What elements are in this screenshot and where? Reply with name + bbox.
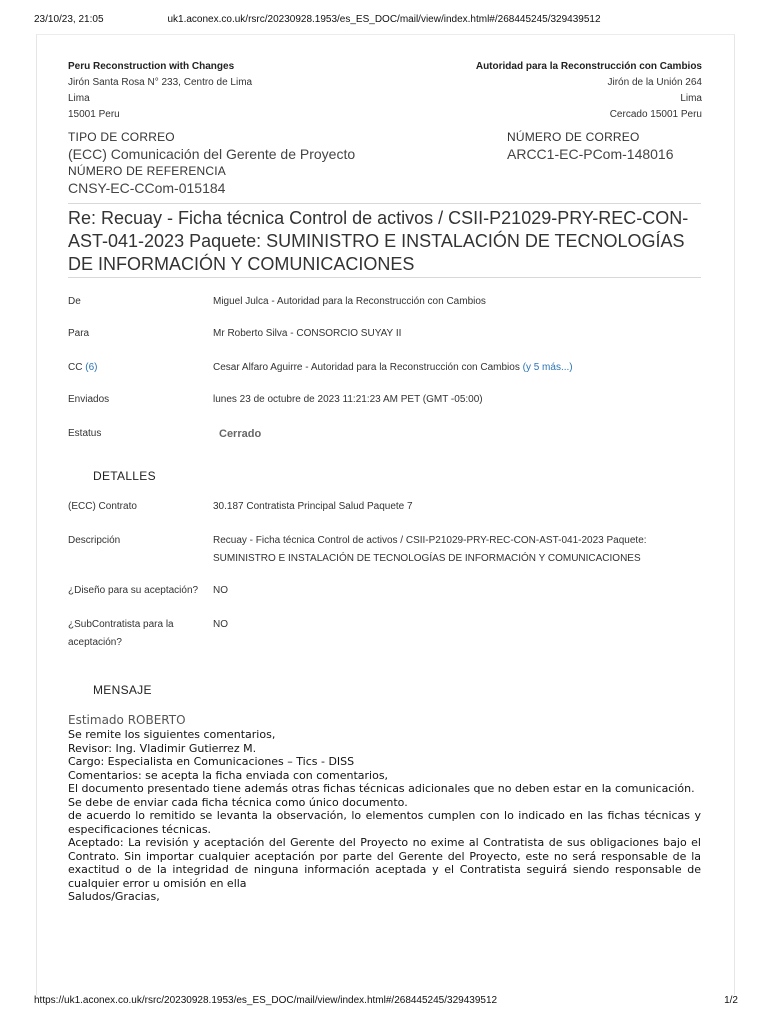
print-footer bbox=[0, 995, 768, 1009]
to-value: Mr Roberto Silva - CONSORCIO SUYAY II bbox=[213, 328, 402, 339]
sender-address-line: Jirón Santa Rosa N° 233, Centro de Lima bbox=[68, 77, 253, 88]
divider bbox=[68, 203, 701, 204]
from-label: De bbox=[68, 296, 81, 307]
mail-type-label: TIPO DE CORREO bbox=[68, 130, 175, 144]
subcontractor-label-line: ¿SubContratista para la bbox=[68, 619, 174, 630]
subcontractor-label-line: aceptación? bbox=[68, 637, 122, 648]
reference-label: NÚMERO DE REFERENCIA bbox=[68, 164, 227, 178]
sender-org: Peru Reconstruction with Changes bbox=[68, 61, 235, 72]
footer-url: https://uk1.aconex.co.uk/rsrc/20230928.1953/es_ES_DOC/mail/view/index.html#/268445245/329439512 bbox=[34, 995, 498, 1006]
message-title: MENSAJE bbox=[93, 683, 152, 697]
message-paragraph: de acuerdo lo remitido se levanta la observación, lo elementos cumplen con lo indicado en las fichas técnicas y especificaciones técnicas. bbox=[68, 809, 701, 836]
sender-address-line: 15001 Peru bbox=[68, 109, 120, 120]
description-line: Recuay - Ficha técnica Control de activos / CSII-P21029-PRY-REC-CON-AST-041-2023 Paquete: bbox=[213, 535, 647, 546]
description-value bbox=[213, 532, 673, 568]
description-line: SUMINISTRO E INSTALACIÓN DE TECNOLOGÍAS DE INFORMACIÓN Y COMUNICACIONES bbox=[213, 553, 641, 564]
message-body bbox=[68, 728, 701, 904]
recipient-org: Autoridad para la Reconstrucción con Cambios bbox=[475, 61, 702, 72]
contract-label: (ECC) Contrato bbox=[68, 501, 137, 512]
subcontractor-value: NO bbox=[213, 619, 228, 630]
status-label: Estatus bbox=[68, 428, 102, 439]
print-header bbox=[0, 14, 768, 28]
contract-value: 30.187 Contratista Principal Salud Paquete 7 bbox=[213, 501, 413, 512]
mail-number-label: NÚMERO DE CORREO bbox=[507, 130, 640, 144]
cc-count-link[interactable]: (6) bbox=[85, 362, 98, 373]
message-greeting: Estimado ROBERTO bbox=[68, 713, 186, 727]
sent-label: Enviados bbox=[68, 394, 110, 405]
message-paragraph: Se remite los siguientes comentarios, bbox=[68, 728, 276, 741]
mail-subject: Re: Recuay - Ficha técnica Control de activos / CSII-P21029-PRY-REC-CON-AST-041-2023 Paquete: SUMINISTRO E INSTALACIÓN DE TECNOLOGÍAS DE INFORMACIÓN Y COMUNICACIONES bbox=[68, 208, 689, 274]
description-label: Descripción bbox=[68, 535, 121, 546]
recipient-address bbox=[476, 59, 702, 123]
mail-meta bbox=[68, 129, 708, 197]
page-number: 1/2 bbox=[724, 995, 738, 1006]
recipient-address-line: Jirón de la Unión 264 bbox=[607, 77, 702, 88]
message-paragraph: El documento presentado tiene además otras fichas técnicas adicionales que no deben estar en la comunicación. bbox=[68, 782, 695, 795]
message-paragraph: Comentarios: se acepta la ficha enviada con comentarios, bbox=[68, 768, 389, 782]
sender-address-line: Lima bbox=[68, 93, 90, 104]
recipient-address-line: Lima bbox=[680, 93, 702, 104]
subcontractor-label bbox=[68, 616, 174, 652]
message-paragraph: Cargo: Especialista en Comunicaciones – Tics - DISS bbox=[68, 755, 355, 768]
mail-number-value: ARCC1-EC-PCom-148016 bbox=[507, 146, 674, 162]
status-badge: Cerrado bbox=[219, 428, 262, 440]
message-paragraph: Revisor: Ing. Vladimir Gutierrez M. bbox=[68, 741, 257, 755]
reference-value: CNSY-EC-CCom-015184 bbox=[68, 180, 226, 196]
cc-label: CC bbox=[68, 362, 83, 373]
sender-address bbox=[68, 59, 252, 123]
recipient-address-line: Cercado 15001 Peru bbox=[609, 109, 702, 120]
to-label: Para bbox=[68, 328, 90, 339]
message-paragraph: Se debe de enviar cada ficha técnica como único documento. bbox=[68, 795, 408, 809]
divider bbox=[68, 277, 701, 278]
message-paragraph: Aceptado: La revisión y aceptación del Gerente del Proyecto no exime al Contratista de sus obligaciones bajo el Contrato. Sin importar cualquier aceptación por parte del Gerente del Proyecto, este no será responsable de la exactitud o de la integridad de ninguna información aceptada y el Contratista seguirá siendo responsable de cualquier error u omisión en ella bbox=[68, 836, 701, 890]
print-datetime: 23/10/23, 21:05 bbox=[34, 14, 104, 25]
from-value: Miguel Julca - Autoridad para la Reconstrucción con Cambios bbox=[213, 296, 486, 307]
details-title: DETALLES bbox=[93, 469, 156, 483]
design-value: NO bbox=[213, 585, 228, 596]
cc-more-link[interactable]: (y 5 más...) bbox=[522, 362, 573, 373]
cc-value-group bbox=[213, 359, 673, 377]
print-url: uk1.aconex.co.uk/rsrc/20230928.1953/es_ES_DOC/mail/view/index.html#/268445245/329439512 bbox=[167, 14, 601, 25]
mail-page bbox=[36, 34, 735, 995]
design-label: ¿Diseño para su aceptación? bbox=[68, 585, 199, 596]
message-paragraph: Saludos/Gracias, bbox=[68, 890, 160, 903]
sent-value: lunes 23 de octubre de 2023 11:21:23 AM PET (GMT -05:00) bbox=[213, 394, 483, 405]
mail-type-value: (ECC) Comunicación del Gerente de Proyecto bbox=[68, 146, 356, 162]
cc-label-group bbox=[68, 359, 97, 377]
cc-value: Cesar Alfaro Aguirre - Autoridad para la Reconstrucción con Cambios bbox=[213, 362, 520, 373]
